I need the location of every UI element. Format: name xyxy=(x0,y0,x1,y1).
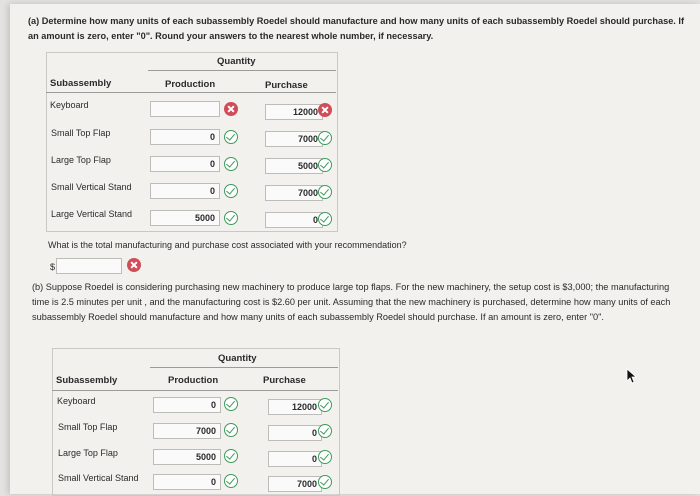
b-keyboard-production-input[interactable]: 0 xyxy=(153,397,221,413)
incorrect-icon xyxy=(318,103,332,117)
correct-check-icon xyxy=(224,397,238,411)
row-label-small-vertical-stand: Small Vertical Stand xyxy=(58,473,139,483)
row-label-keyboard: Keyboard xyxy=(50,100,89,110)
incorrect-icon xyxy=(224,102,238,116)
col-production: Production xyxy=(168,375,219,386)
large-top-flap-purchase-input[interactable]: 5000 xyxy=(265,158,323,174)
cost-question: What is the total manufacturing and purchase cost associated with your recommendation? xyxy=(48,240,407,250)
question-page xyxy=(10,4,700,494)
b-small-vertical-stand-purchase-input[interactable]: 7000 xyxy=(268,476,322,492)
correct-check-icon xyxy=(318,212,332,226)
b-small-top-flap-production-input[interactable]: 7000 xyxy=(153,423,221,439)
b-small-top-flap-purchase-input[interactable]: 0 xyxy=(268,425,322,441)
total-cost-input[interactable] xyxy=(56,258,122,274)
col-subassembly: Subassembly xyxy=(50,78,112,89)
correct-check-icon xyxy=(224,184,238,198)
row-label-small-top-flap: Small Top Flap xyxy=(51,128,111,138)
large-vertical-stand-production-input[interactable]: 5000 xyxy=(150,210,220,226)
quantity-header: Quantity xyxy=(218,353,257,364)
b-keyboard-purchase-input[interactable]: 12000 xyxy=(268,399,322,415)
quantity-divider xyxy=(150,367,338,368)
large-top-flap-production-input[interactable]: 0 xyxy=(150,156,220,172)
correct-check-icon xyxy=(224,211,238,225)
part-a-prompt: (a) Determine how many units of each subassembly Roedel should manufacture and how many units of each subassembly Roedel should purchase. If an amount is zero, enter "0". Round your answers to the nearest whole number, if necessary. xyxy=(28,16,685,41)
col-subassembly: Subassembly xyxy=(56,375,118,386)
row-label-keyboard: Keyboard xyxy=(57,396,96,406)
b-small-vertical-stand-production-input[interactable]: 0 xyxy=(153,474,221,490)
header-divider xyxy=(46,92,336,93)
row-label-large-top-flap: Large Top Flap xyxy=(51,155,111,165)
correct-check-icon xyxy=(318,475,332,489)
dollar-sign: $ xyxy=(50,262,56,272)
correct-check-icon xyxy=(318,424,332,438)
b-large-top-flap-production-input[interactable]: 5000 xyxy=(153,449,221,465)
small-vertical-stand-production-input[interactable]: 0 xyxy=(150,183,220,199)
correct-check-icon xyxy=(224,157,238,171)
quantity-header: Quantity xyxy=(217,56,256,67)
small-top-flap-production-input[interactable]: 0 xyxy=(150,129,220,145)
correct-check-icon xyxy=(224,423,238,437)
col-production: Production xyxy=(165,79,216,90)
small-vertical-stand-purchase-input[interactable]: 7000 xyxy=(265,185,323,201)
row-label-small-top-flap: Small Top Flap xyxy=(58,422,118,432)
col-purchase: Purchase xyxy=(263,375,306,386)
correct-check-icon xyxy=(318,131,332,145)
correct-check-icon xyxy=(318,450,332,464)
b-large-top-flap-purchase-input[interactable]: 0 xyxy=(268,451,322,467)
keyboard-purchase-input[interactable]: 12000 xyxy=(265,104,323,120)
small-top-flap-purchase-input[interactable]: 7000 xyxy=(265,131,323,147)
correct-check-icon xyxy=(224,474,238,488)
row-label-small-vertical-stand: Small Vertical Stand xyxy=(51,182,132,192)
row-label-large-top-flap: Large Top Flap xyxy=(58,448,118,458)
row-label-large-vertical-stand: Large Vertical Stand xyxy=(51,209,133,219)
correct-check-icon xyxy=(224,449,238,463)
keyboard-production-input[interactable] xyxy=(150,101,220,117)
correct-check-icon xyxy=(318,185,332,199)
mouse-cursor-icon xyxy=(626,368,638,384)
incorrect-icon xyxy=(127,258,141,272)
col-purchase: Purchase xyxy=(265,80,308,91)
correct-check-icon xyxy=(318,398,332,412)
quantity-divider xyxy=(148,70,336,71)
header-divider xyxy=(52,390,338,391)
correct-check-icon xyxy=(224,130,238,144)
part-b-prompt: (b) Suppose Roedel is considering purchasing new machinery to produce large top flaps. For the new machinery, the setup cost is $3,000; the manufacturing time is 2.5 minutes per unit , and the manufacturing cost is $2.60 per unit. Assuming that the new machinery is purchased, determine how many units of each subassembly Roedel should manufacture and how many units of each subassembly Roedel should purchase. If an amount is zero, enter "0". xyxy=(32,282,671,322)
large-vertical-stand-purchase-input[interactable]: 0 xyxy=(265,212,323,228)
correct-check-icon xyxy=(318,158,332,172)
